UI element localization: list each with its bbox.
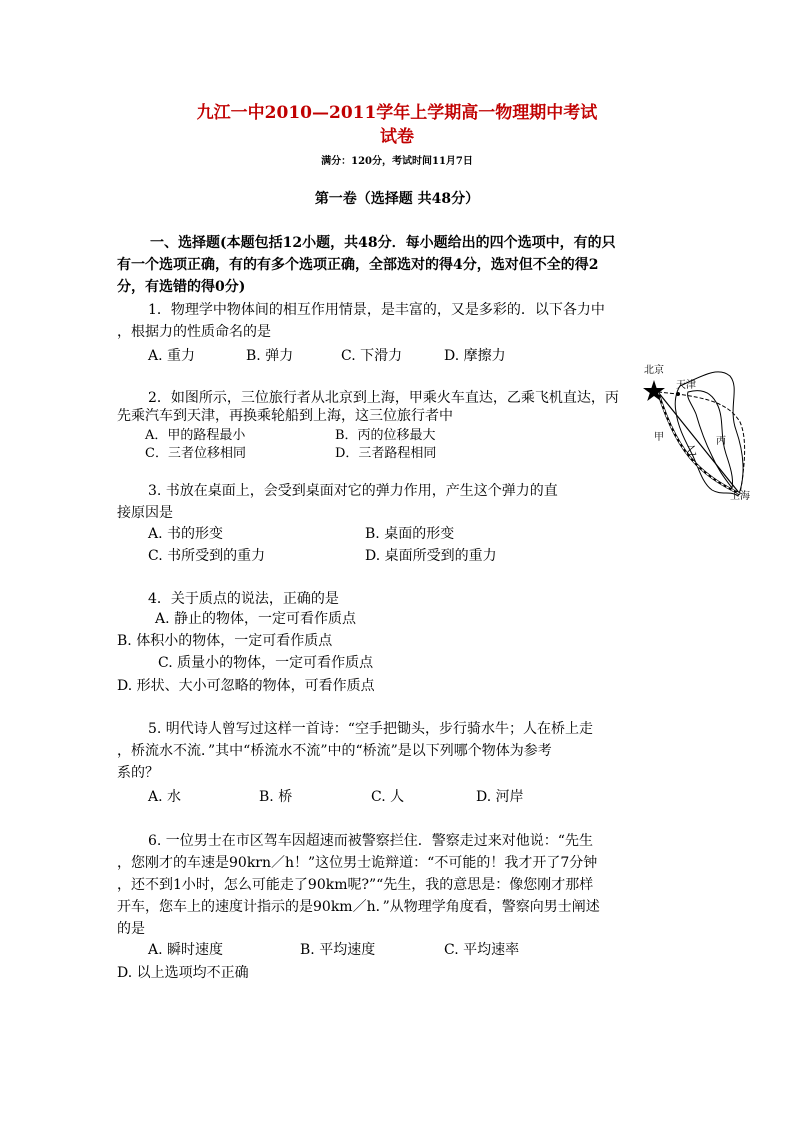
q1-stem-line2: ，根据力的性质命名的是 <box>117 324 271 340</box>
q6-stem-line3: ，还不到1小时，怎么可能走了90km呢?”“先生，我的意思是：像您刚才那样 <box>117 877 594 893</box>
exam-title-line2: 试卷 <box>380 127 414 147</box>
q6-option-d: D. 以上选项均不正确 <box>117 965 249 981</box>
instructions-line1: 一、选择题(本题包括12小题，共48分．每小题给出的四个选项中，有的只 <box>150 235 616 251</box>
beijing-star-icon <box>643 380 665 401</box>
q4-option-b: B. 体积小的物体，一定可看作质点 <box>117 633 333 649</box>
q2-option-c: C．三者位移相同 <box>145 446 246 461</box>
q2-stem-line2: 先乘汽车到天津，再换乘轮船到上海，这三位旅行者中 <box>117 408 453 424</box>
q2-option-a: A．甲的路程最小 <box>145 428 246 443</box>
q5-stem-line3: 系的？ <box>117 765 159 781</box>
instructions-line2: 有一个选项正确，有的有多个选项正确，全部选对的得4分，选对但不全的得2 <box>117 257 599 273</box>
q1-option-a: A. 重力 <box>148 348 196 364</box>
q1-option-c: C. 下滑力 <box>341 348 403 364</box>
q1-stem-line1: 1．物理学中物体间的相互作用情景，是丰富的，又是多彩的．以下各力中 <box>148 302 605 318</box>
q3-option-d: D. 桌面所受到的重力 <box>365 548 497 564</box>
q2-option-b: B．丙的位移最大 <box>335 428 436 443</box>
q3-option-a: A. 书的形变 <box>148 526 224 542</box>
q6-stem-line1: 6. 一位男士在市区驾车因超速而被警察拦住．警察走过来对他说：“先生 <box>148 833 593 849</box>
section-heading: 第一卷（选择题 共48分） <box>314 191 480 207</box>
q4-option-a: A. 静止的物体，一定可看作质点 <box>155 611 357 627</box>
q1-option-b: B. 弹力 <box>246 348 294 364</box>
label-shanghai: 上海 <box>730 491 750 502</box>
q5-option-b: B. 桥 <box>259 789 293 805</box>
instructions-line3: 分，有选错的得0分) <box>117 279 246 295</box>
q3-option-b: B. 桌面的形变 <box>365 526 455 542</box>
route-yi-line <box>658 392 740 494</box>
label-bing: 丙 <box>716 436 726 447</box>
q6-stem-line4: 开车，您车上的速度计指示的是90km／h．”从物理学角度看，警察向男士阐述 <box>117 899 600 915</box>
q5-option-a: A. 水 <box>148 789 182 805</box>
tianjin-dot-icon <box>676 392 680 396</box>
q5-option-d: D. 河岸 <box>476 789 524 805</box>
q5-stem-line2: ，桥流水不流．”其中“桥流水不流”中的“桥流”是以下列哪个物体为参考 <box>117 743 552 759</box>
q3-option-c: C. 书所受到的重力 <box>148 548 266 564</box>
exam-subtitle: 满分：120分，考试时间11月7日 <box>321 156 473 167</box>
label-jia: 甲 <box>654 432 664 443</box>
q2-option-d: D．三者路程相同 <box>335 446 437 461</box>
q6-option-c: C. 平均速率 <box>444 942 520 958</box>
label-yi: 乙 <box>686 444 697 457</box>
q4-option-c: C. 质量小的物体，一定可看作质点 <box>158 655 374 671</box>
travel-route-map <box>640 358 760 508</box>
q3-stem-line2: 接原因是 <box>117 505 173 521</box>
label-beijing: 北京 <box>644 365 664 376</box>
q4-option-d: D. 形状、大小可忽略的物体，可看作质点 <box>117 678 375 694</box>
exam-title: 九江一中2010—2011学年上学期高一物理期中考试 <box>196 103 598 123</box>
q1-option-d: D. 摩擦力 <box>444 348 506 364</box>
q2-stem-line1: 2．如图所示，三位旅行者从北京到上海，甲乘火车直达，乙乘飞机直达，丙 <box>148 390 619 406</box>
q6-option-b: B. 平均速度 <box>300 942 376 958</box>
label-tianjin: 天津 <box>676 380 696 391</box>
q6-stem-line2: ，您刚才的车速是90krn／h！”这位男士诡辩道：“不可能的！我才开了7分钟 <box>117 855 598 871</box>
q3-stem-line1: 3. 书放在桌面上，会受到桌面对它的弹力作用，产生这个弹力的直 <box>148 483 558 499</box>
q6-option-a: A. 瞬时速度 <box>148 942 224 958</box>
q5-option-c: C. 人 <box>371 789 405 805</box>
q4-stem: 4．关于质点的说法，正确的是 <box>148 591 339 607</box>
q5-stem-line1: 5. 明代诗人曾写过这样一首诗：“空手把锄头，步行骑水牛；人在桥上走 <box>148 721 593 737</box>
q6-stem-line5: 的是 <box>117 921 145 937</box>
